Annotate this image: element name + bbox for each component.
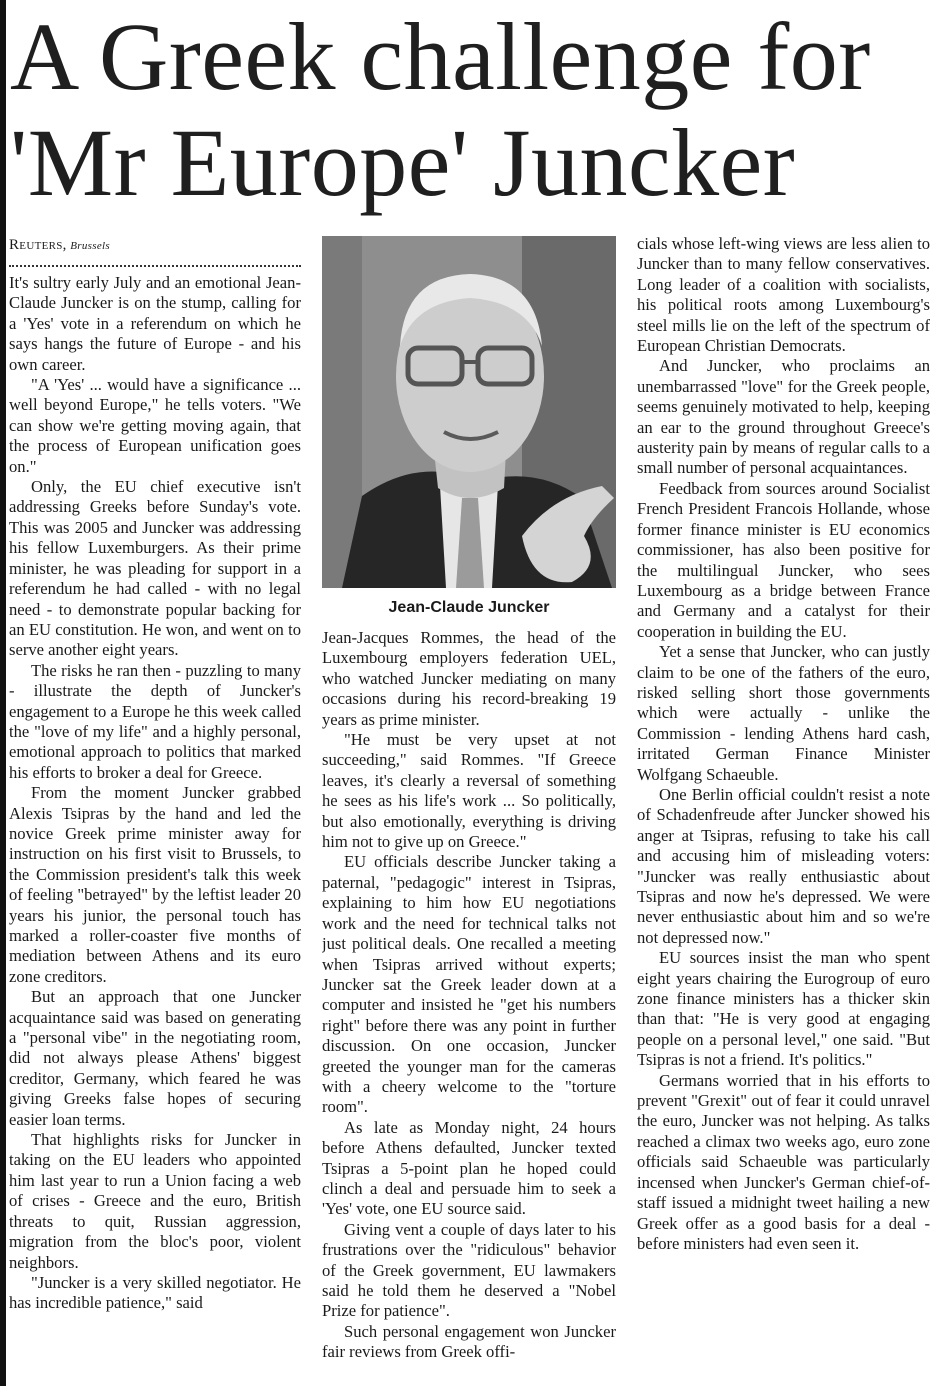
byline-place: Brussels xyxy=(70,240,110,252)
paragraph: cials whose left-wing views are less alien to Juncker than to many fellow conservatives. Long leader of a coalition with socialists, his political roots among Luxembourg's steel mills lie on the left of the spectrum of European Christian Democrats. xyxy=(637,234,930,356)
paragraph: From the moment Juncker grabbed Alexis Tsipras by the hand and led the novice Greek prime minister away for instruction on his first visit to Brussels, to the Commission president's talk this week of feeling "betrayed" by the leftist leader 20 years his junior, the personal touch has marked a roller-coaster five months of mediation between Athens and its euro zone creditors. xyxy=(9,783,301,986)
byline xyxy=(9,236,301,255)
paragraph: Only, the EU chief executive isn't addressing Greeks before Sunday's vote. This was 2005 and Juncker was addressing his fellow Luxemburgers. As their prime minister, he was pleading for support in a referendum he had called - with no legal need - to demonstrate popular backing for an EU constitution. He won, and went on to serve another eight years. xyxy=(9,477,301,660)
left-margin-rule xyxy=(0,0,6,1386)
article-column-2 xyxy=(322,234,616,1384)
paragraph: Jean-Jacques Rommes, the head of the Luxembourg employers federation UEL, who watched Juncker mediating on many occasions during his record-breaking 19 years as prime minister. xyxy=(322,628,616,729)
paragraph: "A 'Yes' ... would have a significance ... well beyond Europe," he tells voters. "We can show we're getting moving again, that the process of European unification goes on." xyxy=(9,375,301,476)
paragraph: That highlights risks for Juncker in taking on the EU leaders who appointed him last year to run a Union facing a web of crises - Greece and the euro, British threats to quit, Russian aggression, migration from the bloc's poor, violent neighbors. xyxy=(9,1130,301,1272)
paragraph: And Juncker, who proclaims an unembarrassed "love" for the Greek people, seems genuinely motivated to help, keeping an ear to the ground throughout Greece's austerity pain by means of regular calls to a small number of personal acquaintances. xyxy=(637,356,930,478)
paragraph: Yet a sense that Juncker, who can justly claim to be one of the fathers of the euro, risked selling short those governments which were actually - unlike the Commission - lending Athens hard cash, irritated German Finance Minister Wolfgang Schaeuble. xyxy=(637,642,930,784)
paragraph: It's sultry early July and an emotional Jean-Claude Juncker is on the stump, calling for a 'Yes' vote in a referendum on which he says hangs the future of Europe - and his own career. xyxy=(9,273,301,374)
paragraph: But an approach that one Juncker acquaintance said was based on generating a "personal vibe" in the negotiating room, did not always please Athens' biggest creditor, Germany, which feared he was giving Greeks false hopes of securing easier loan terms. xyxy=(9,987,301,1129)
paragraph: EU officials describe Juncker taking a paternal, "pedagogic" interest in Tsipras, explaining to him how EU negotiations work and the need for technical talks not just political deals. One recalled a meeting when Tsipras arrived without experts; Juncker sat the Greek leader down at a computer and insisted he "get his numbers right" before there was any point in further discussion. On one occasion, Juncker greeted the younger man for the cameras with a cheery welcome to the "torture room". xyxy=(322,852,616,1117)
paragraph: Feedback from sources around Socialist French President Francois Hollande, whose former finance minister is EU economics commissioner, has also been positive for the multilingual Juncker, who sees Luxembourg as a bridge between France and Germany and a catalyst for their cooperation in building the EU. xyxy=(637,478,930,641)
photo-caption: Jean-Claude Juncker xyxy=(388,599,550,616)
byline-divider xyxy=(9,259,301,267)
article-column-3 xyxy=(637,234,930,1384)
portrait-illustration xyxy=(322,236,616,588)
byline-agency: Reuters, xyxy=(9,237,67,253)
paragraph: Such personal engagement won Juncker fair reviews from Greek offi- xyxy=(322,1321,616,1362)
paragraph: One Berlin official couldn't resist a note of Schadenfreude after Juncker showed his anger at Tsipras, refusing to take his call and accusing him of misleading voters: "Juncker was really enthusiastic about Tsipras and now he's depressed. We were never enthusiastic about him and so we're not depressed now." xyxy=(637,784,930,947)
paragraph: Germans worried that in his efforts to prevent "Grexit" out of fear it could unravel the euro, Juncker was not helping. As talks reached a climax two weeks ago, euro zone officials said Schaeuble was particularly incensed when Juncker's German chief-of-staff issued a midnight tweet hailing a new Greek offer as a good basis for a deal - before ministers had even seen it. xyxy=(637,1070,930,1253)
juncker-photo xyxy=(322,236,616,588)
paragraph: EU sources insist the man who spent eight years chairing the Eurogroup of euro zone finance ministers has a thicker skin than that: "He is very good at engaging people on a personal level," one said. "But Tsipras is not a friend. It's politics." xyxy=(637,948,930,1070)
paragraph: The risks he ran then - puzzling to many - illustrate the depth of Juncker's engagement to a Europe he this week called the "love of my life" and a highly personal, emotional approach to politics that marked his efforts to broker a deal for Greece. xyxy=(9,660,301,782)
paragraph: Giving vent a couple of days later to his frustrations over the "ridiculous" behavior of the Greek government, EU lawmakers said he told them he deserved a "Nobel Prize for patience". xyxy=(322,1219,616,1321)
headline: A Greek challenge for 'Mr Europe' Juncker xyxy=(10,3,871,216)
paragraph: As late as Monday night, 24 hours before Athens defaulted, Juncker texted Tsipras a 5-point plan he hoped could clinch a deal and persuade him to seek a 'Yes' vote, one EU source said. xyxy=(322,1117,616,1219)
paragraph: "Juncker is a very skilled negotiator. He has incredible patience," said xyxy=(9,1272,301,1313)
paragraph: "He must be very upset at not succeeding," said Rommes. "If Greece leaves, it's clearly a reversal of something he sees as his life's work ... So politically, but also emotionally, everything is driving him not to give up on Greece." xyxy=(322,730,616,852)
article-column-1 xyxy=(9,234,301,1384)
